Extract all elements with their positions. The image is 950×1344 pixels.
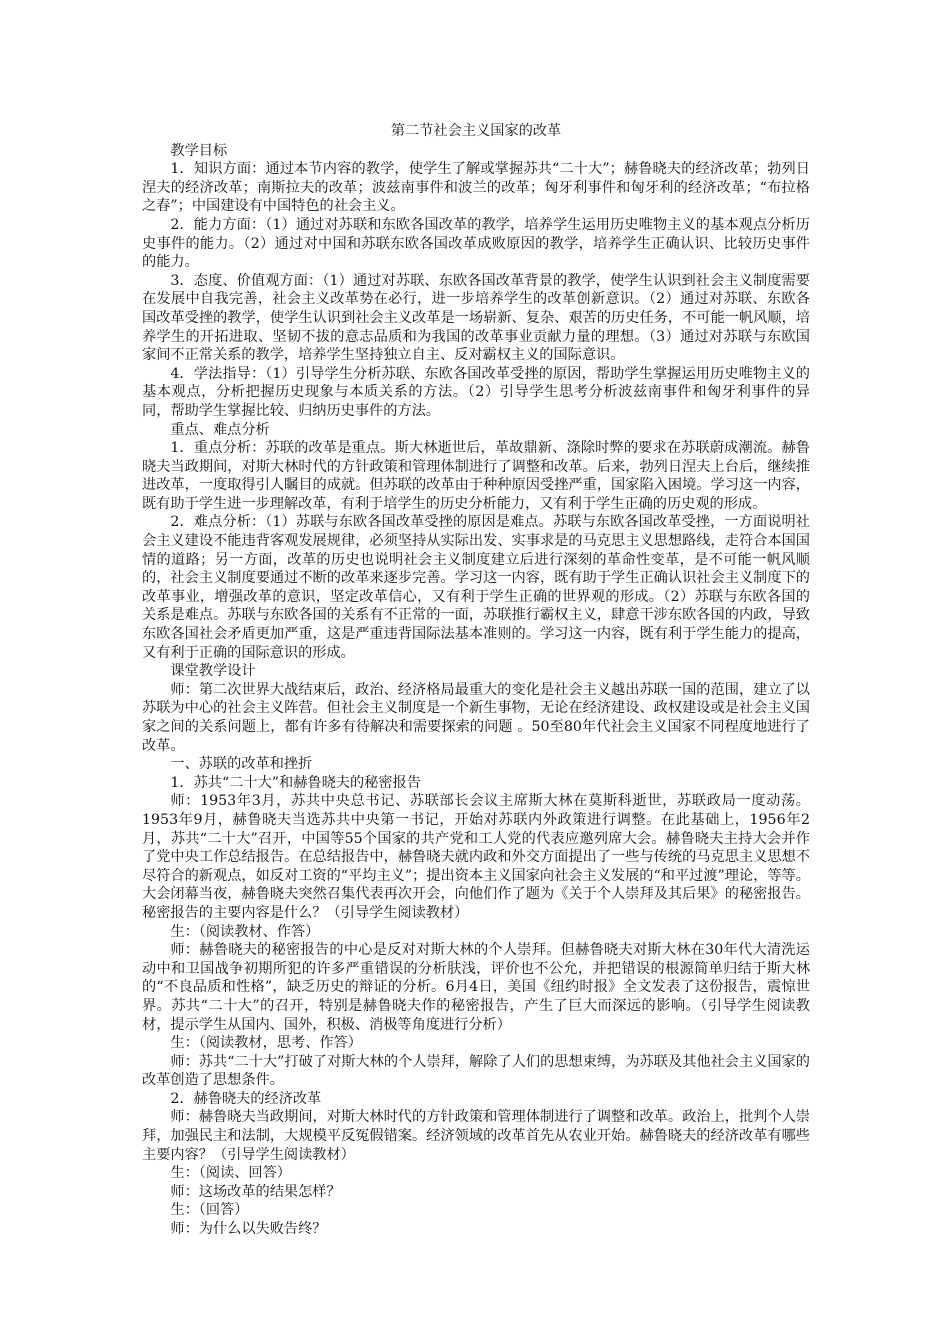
paragraph-method: 4．学法指导：（1）引导学生分析苏联、东欧各国改革受挫的原因，帮助学生掌握运用历史唯物主义的基本观点，分析把握历史现象与本质关系的方法。（2）引导学生思考分析波兹南事件和匈牙利事件的异同，帮助学生掌握比较、归纳历史事件的方法。 <box>142 365 810 419</box>
heading-soviet-reform: 一、苏联的改革和挫折 <box>170 756 313 773</box>
paragraph-teacher-conclusion: 师：苏共“二十大”打破了对斯大林的个人崇拜，解除了人们的思想束缚，为苏联及其他社会主义国家的改革创造了思想条件。 <box>142 1053 810 1089</box>
heading-khrushchev-reform: 2．赫鲁晓夫的经济改革 <box>170 1090 322 1107</box>
paragraph-teacher-result: 师：这场改革的结果怎样？ <box>170 1183 341 1200</box>
paragraph-key-analysis: 1．重点分析：苏联的改革是重点。斯大林逝世后，革故鼎新、涤除时弊的要求在苏联蔚成潮流。赫鲁晓夫当政期间，对斯大林时代的方针政策和管理体制进行了调整和改革。后来，勃列日涅夫上台后，继续推进改革，一度取得引人瞩目的成就。但苏联的改革由于种种原因受挫严重，国家陷入困境。学习这一内容，既有助于学生进一步理解改革，有利于培学生的历史分析能力，又有利于学生正确的历史观的形成。 <box>142 440 810 512</box>
paragraph-teacher-secret-report: 师：赫鲁晓夫的秘密报告的中心是反对对斯大林的个人崇拜。但赫鲁晓夫对斯大林在30年代大清洗运动中和卫国战争初期所犯的许多严重错误的分析肤浅，评价也不公允，并把错误的根源简单归结于斯大林的“不良品质和性格”，缺乏历史的辩证的分析。6月4日，美国《纽约时报》全文发表了这份报告，震惊世界。苏共“二十大”的召开，特别是赫鲁晓夫作的秘密报告，产生了巨大而深远的影响。（引导学生阅读教材，提示学生从国内、国外，积极、消极等角度进行分析） <box>142 942 810 1033</box>
paragraph-student-1: 生：（阅读教材、作答） <box>170 923 320 940</box>
heading-teaching-goals: 教学目标 <box>170 142 228 159</box>
section-title <box>142 122 810 141</box>
paragraph-teacher-1953: 师：1953年3月，苏共中央总书记、苏联部长会议主席斯大林在莫斯科逝世，苏联政局一度动荡。1953年9月，赫鲁晓夫当选苏共中央第一书记，开始对苏联内外政策进行调整。在此基础上，1956年2月，苏共“二十大”召开，中国等55个国家的共产党和工人党的代表应邀列席大会。赫鲁晓夫主持大会并作了党中央工作总结报告。在总结报告中，赫鲁晓夫就内政和外交方面提出了一些与传统的马克思主义思想不尽符合的新观点，如反对工资的“平均主义”；提出资本主义国家向社会主义发展的“和平过渡”理论，等等。大会闭幕当夜，赫鲁晓夫突然召集代表再次开会，向他们作了题为《关于个人崇拜及其后果》的秘密报告。秘密报告的主要内容是什么？（引导学生阅读教材） <box>142 793 810 921</box>
paragraph-student-2: 生：（阅读教材，思考、作答） <box>170 1035 362 1052</box>
paragraph-teacher-khrushchev: 师：赫鲁晓夫当政期间，对斯大林时代的方针政策和管理体制进行了调整和改革。政治上，批判个人崇拜，加强民主和法制，大规模平反冤假错案。经济领域的改革首先从农业开始。赫鲁晓夫的经济改革有哪些主要内容？（引导学生阅读教材） <box>142 1109 810 1163</box>
heading-twentieth-congress: 1．苏共“二十大”和赫鲁晓夫的秘密报告 <box>170 774 421 791</box>
paragraph-attitude: 3．态度、价值观方面：（1）通过对苏联、东欧各国改革背景的教学，使学生认识到社会主义制度需要在发展中自我完善，社会主义改革势在必行，进一步培养学生的改革创新意识。（2）通过对苏联、东欧各国改革受挫的教学，使学生认识到社会主义改革是一场崭新、复杂、艰苦的历史任务，不可能一帆风顺，培养学生的开拓进取、坚韧不拔的意志品质和为我国的改革事业贡献力量的理想。（3）通过对苏联与东欧国家间不正常关系的教学，培养学生坚持独立自主、反对霸权主义的国际意识。 <box>142 272 810 364</box>
paragraph-knowledge: 1．知识方面：通过本节内容的教学，使学生了解或掌握苏共“二十大”；赫鲁晓夫的经济改革；勃列日涅夫的经济改革；南斯拉夫的改革；波兹南事件和波兰的改革；匈牙利事件和匈牙利的经济改革；“布拉格之春”；中国建设有中国特色的社会主义。 <box>142 161 810 215</box>
paragraph-teacher-intro: 师：第二次世界大战结束后，政治、经济格局最重大的变化是社会主义越出苏联一国的范围，建立了以苏联为中心的社会主义阵营。但社会主义制度是一个新生事物，无论在经济建设、政权建设或是社会主义国家之间的关系问题上，都有许多有待解决和需要探索的问题 。50至80年代社会主义国家不同程度地进行了改革。 <box>142 681 810 754</box>
paragraph-teacher-why: 师：为什么以失败告终？ <box>170 1221 327 1238</box>
heading-class-design: 课堂教学设计 <box>170 663 256 680</box>
section-number: 第二节 <box>390 123 434 139</box>
heading-key-points: 重点、难点分析 <box>170 421 270 438</box>
paragraph-ability: 2．能力方面：（1）通过对苏联和东欧各国改革的教学，培养学生运用历史唯物主义的基本观点分析历史事件的能力。（2）通过对中国和苏联东欧各国改革成败原因的教学，培养学生正确认识、比较历史事件的能力。 <box>142 216 810 271</box>
document-page <box>142 122 810 1239</box>
paragraph-difficulty-analysis: 2．难点分析：（1）苏联与东欧各国改革受挫的原因是难点。苏联与东欧各国改革受挫，一方面说明社会主义建设不能违背客观发展规律，必须坚持从实际出发、实事求是的马克思主义思想路线，走符合本国国情的道路；另一方面，改革的历史也说明社会主义制度建立后进行深刻的革命性变革，是不可能一帆风顺的，社会主义制度要通过不断的改革来逐步完善。学习这一内容，既有助于学生正确认识社会主义制度下的改革事业，增强改革的意识，坚定改革信心，又有利于学生正确的世界观的形成。（2）苏联与东欧各国的关系是难点。苏联与东欧各国的关系有不正常的一面，苏联推行霸权主义，肆意干涉东欧各国的内政，导致东欧各国社会矛盾更加严重，这是严重违背国际法基本准则的。学习这一内容，既有利于学生能力的提高，又有利于正确的国际意识的形成。 <box>142 514 810 661</box>
paragraph-student-3: 生：（阅读、回答） <box>170 1165 291 1182</box>
section-name: 社会主义国家的改革 <box>433 123 562 139</box>
paragraph-student-4: 生：（回答） <box>170 1202 249 1219</box>
